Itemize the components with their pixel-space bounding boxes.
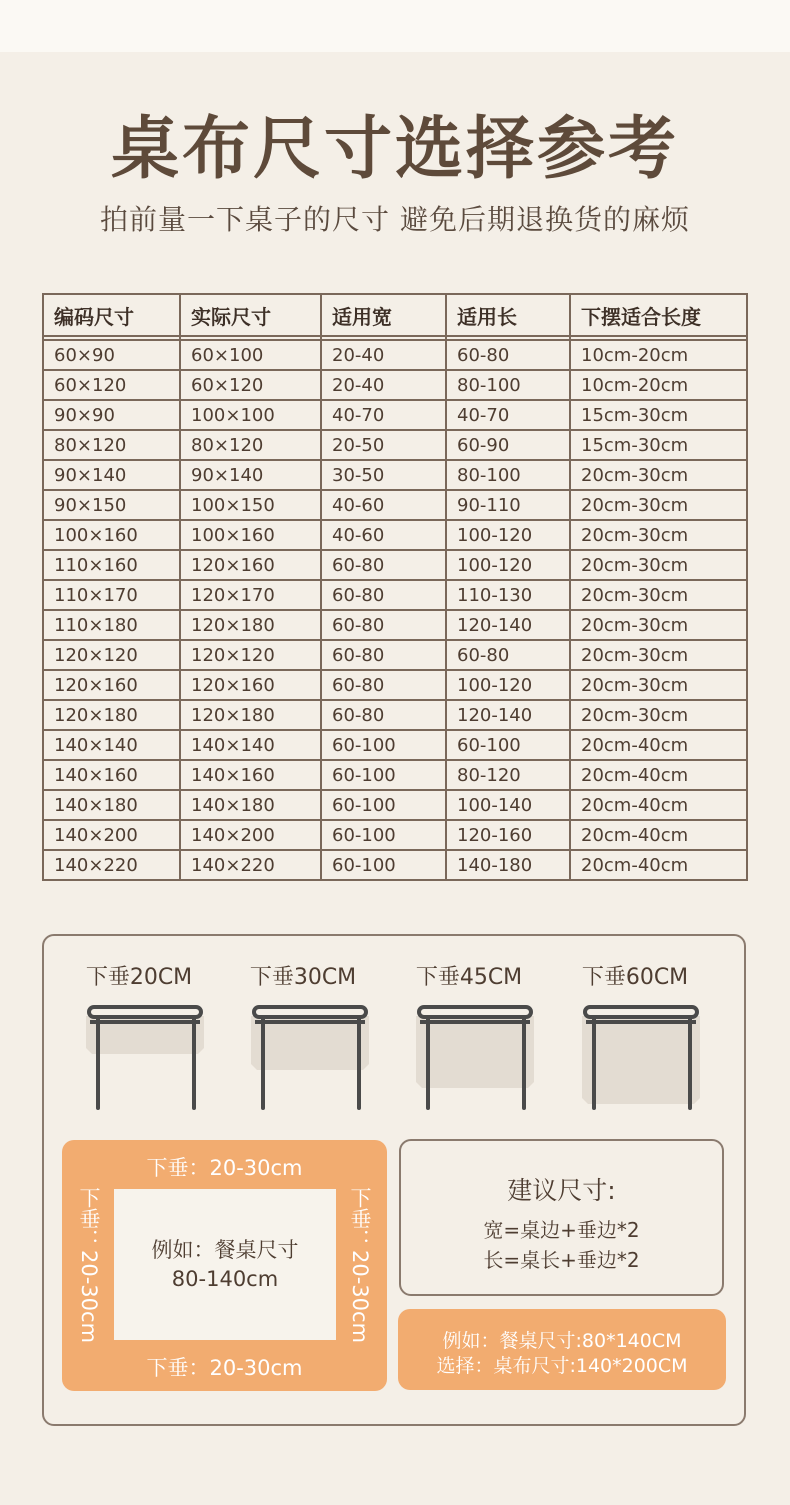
table-cell: 140×140 bbox=[180, 730, 321, 760]
table-cell: 20cm-30cm bbox=[570, 670, 747, 700]
header-fit-length: 适用长 bbox=[446, 294, 570, 336]
example-table-size bbox=[114, 1236, 336, 1294]
table-cell: 120×120 bbox=[180, 640, 321, 670]
advice-title: 建议尺寸: bbox=[507, 1176, 616, 1205]
table-cell: 60-100 bbox=[321, 790, 446, 820]
table-cell: 100-120 bbox=[446, 520, 570, 550]
table-row bbox=[43, 400, 747, 430]
header-drop-length: 下摆适合长度 bbox=[570, 294, 747, 336]
header-code-size: 编码尺寸 bbox=[43, 294, 180, 336]
table-cell: 140×160 bbox=[180, 760, 321, 790]
advice-length-formula: 长=桌长+垂边*2 bbox=[483, 1248, 640, 1272]
table-cell: 80×120 bbox=[43, 430, 180, 460]
table-cell: 140×160 bbox=[43, 760, 180, 790]
table-cell: 15cm-30cm bbox=[570, 400, 747, 430]
table-cell: 90×140 bbox=[180, 460, 321, 490]
table-cell: 20cm-30cm bbox=[570, 550, 747, 580]
example-line-1: 例如：餐桌尺寸 bbox=[151, 1238, 299, 1262]
size-table bbox=[42, 293, 748, 881]
drop-label-60: 下垂60CM bbox=[581, 965, 689, 990]
table-cell: 60-80 bbox=[321, 670, 446, 700]
table-cell: 20cm-40cm bbox=[570, 820, 747, 850]
table-cell: 40-70 bbox=[321, 400, 446, 430]
table-cell: 60×120 bbox=[180, 370, 321, 400]
table-cell: 110×170 bbox=[43, 580, 180, 610]
table-cell: 90×140 bbox=[43, 460, 180, 490]
table-cell: 60-100 bbox=[446, 730, 570, 760]
table-cell: 100×150 bbox=[180, 490, 321, 520]
table-cell: 20cm-30cm bbox=[570, 610, 747, 640]
table-cell: 120×180 bbox=[180, 700, 321, 730]
drop-right-label: 下垂：20-30cm bbox=[348, 1186, 372, 1344]
table-row bbox=[43, 370, 747, 400]
table-with-cloth-icon bbox=[80, 1002, 210, 1112]
table-cell: 20cm-40cm bbox=[570, 730, 747, 760]
table-cell: 60-80 bbox=[446, 640, 570, 670]
table-cell: 10cm-20cm bbox=[570, 370, 747, 400]
table-row bbox=[43, 640, 747, 670]
table-cell: 20cm-30cm bbox=[570, 520, 747, 550]
table-cell: 100-140 bbox=[446, 790, 570, 820]
table-with-cloth-icon bbox=[576, 1002, 706, 1112]
table-cell: 60-90 bbox=[446, 430, 570, 460]
table-cell: 60-80 bbox=[321, 580, 446, 610]
drop-label-20: 下垂20CM bbox=[85, 965, 193, 990]
table-cell: 120-160 bbox=[446, 820, 570, 850]
header-fit-width: 适用宽 bbox=[321, 294, 446, 336]
table-with-cloth-icon bbox=[410, 1002, 540, 1112]
table-cell: 140-180 bbox=[446, 850, 570, 880]
table-cell: 60-100 bbox=[321, 760, 446, 790]
page-subtitle: 拍前量一下桌子的尺寸 避免后期退换货的麻烦 bbox=[100, 203, 690, 236]
table-cell: 120×160 bbox=[180, 550, 321, 580]
table-cell: 60-80 bbox=[446, 340, 570, 370]
table-row bbox=[43, 490, 747, 520]
table-cell: 40-70 bbox=[446, 400, 570, 430]
table-cell: 20cm-40cm bbox=[570, 760, 747, 790]
table-cell: 60-80 bbox=[321, 610, 446, 640]
table-row bbox=[43, 580, 747, 610]
table-cell: 120×160 bbox=[180, 670, 321, 700]
table-cell: 40-60 bbox=[321, 490, 446, 520]
advice-width-formula: 宽=桌边+垂边*2 bbox=[483, 1218, 640, 1242]
table-cell: 30-50 bbox=[321, 460, 446, 490]
table-cell: 120-140 bbox=[446, 700, 570, 730]
table-cell: 60-80 bbox=[321, 640, 446, 670]
table-cell: 140×220 bbox=[180, 850, 321, 880]
table-cell: 20-40 bbox=[321, 340, 446, 370]
table-cell: 90×90 bbox=[43, 400, 180, 430]
table-cell: 140×200 bbox=[43, 820, 180, 850]
table-cell: 20-40 bbox=[321, 370, 446, 400]
table-body bbox=[43, 336, 747, 880]
table-row bbox=[43, 790, 747, 820]
drop-left-label: 下垂：20-30cm bbox=[77, 1186, 101, 1344]
example-dining-size: 例如：餐桌尺寸:80*140CM bbox=[442, 1330, 682, 1352]
table-cell: 40-60 bbox=[321, 520, 446, 550]
drop-top-label: 下垂：20-30cm bbox=[146, 1156, 303, 1180]
table-header-row bbox=[43, 294, 747, 336]
table-cell: 80-120 bbox=[446, 760, 570, 790]
table-cell: 60-100 bbox=[321, 820, 446, 850]
table-cell: 10cm-20cm bbox=[570, 340, 747, 370]
table-cell: 120×180 bbox=[43, 700, 180, 730]
table-cell: 20cm-40cm bbox=[570, 850, 747, 880]
table-cell: 20cm-30cm bbox=[570, 640, 747, 670]
example-cloth-choice: 选择：桌布尺寸:140*200CM bbox=[436, 1355, 688, 1377]
table-row bbox=[43, 760, 747, 790]
table-cell: 100×160 bbox=[180, 520, 321, 550]
table-cell: 140×200 bbox=[180, 820, 321, 850]
table-cell: 110×160 bbox=[43, 550, 180, 580]
table-row bbox=[43, 610, 747, 640]
table-cell: 60×100 bbox=[180, 340, 321, 370]
table-cell: 20-50 bbox=[321, 430, 446, 460]
table-cell: 60-100 bbox=[321, 730, 446, 760]
table-cell: 20cm-30cm bbox=[570, 700, 747, 730]
table-cell: 60×90 bbox=[43, 340, 180, 370]
table-cell: 100×100 bbox=[180, 400, 321, 430]
table-cell: 90×150 bbox=[43, 490, 180, 520]
table-cell: 120-140 bbox=[446, 610, 570, 640]
table-cell: 110×180 bbox=[43, 610, 180, 640]
table-cell: 20cm-30cm bbox=[570, 460, 747, 490]
drop-label-45: 下垂45CM bbox=[415, 965, 523, 990]
table-row bbox=[43, 340, 747, 370]
page-title: 桌布尺寸选择参考 bbox=[110, 110, 679, 189]
table-cell: 60-80 bbox=[321, 550, 446, 580]
table-row bbox=[43, 730, 747, 760]
table-row bbox=[43, 820, 747, 850]
drop-label-30: 下垂30CM bbox=[249, 965, 357, 990]
table-cell: 120×160 bbox=[43, 670, 180, 700]
table-row bbox=[43, 850, 747, 880]
table-row bbox=[43, 670, 747, 700]
table-cell: 80-100 bbox=[446, 460, 570, 490]
header-actual-size: 实际尺寸 bbox=[180, 294, 321, 336]
table-cell: 15cm-30cm bbox=[570, 430, 747, 460]
table-cell: 80-100 bbox=[446, 370, 570, 400]
table-cell: 20cm-30cm bbox=[570, 490, 747, 520]
example-line-2: 80-140cm bbox=[171, 1267, 279, 1291]
table-cell: 60×120 bbox=[43, 370, 180, 400]
table-cell: 100-120 bbox=[446, 550, 570, 580]
table-cell: 60-100 bbox=[321, 850, 446, 880]
table-cell: 140×220 bbox=[43, 850, 180, 880]
table-cell: 120×180 bbox=[180, 610, 321, 640]
table-row bbox=[43, 520, 747, 550]
table-row bbox=[43, 550, 747, 580]
table-row bbox=[43, 700, 747, 730]
table-cell: 140×180 bbox=[180, 790, 321, 820]
table-cell: 140×180 bbox=[43, 790, 180, 820]
table-cell: 20cm-40cm bbox=[570, 790, 747, 820]
table-cell: 110-130 bbox=[446, 580, 570, 610]
table-cell: 80×120 bbox=[180, 430, 321, 460]
drop-bottom-label: 下垂：20-30cm bbox=[146, 1356, 303, 1380]
table-cell: 60-80 bbox=[321, 700, 446, 730]
table-cell: 140×140 bbox=[43, 730, 180, 760]
top-band bbox=[0, 0, 790, 52]
table-cell: 100×160 bbox=[43, 520, 180, 550]
table-cell: 100-120 bbox=[446, 670, 570, 700]
table-cell: 120×120 bbox=[43, 640, 180, 670]
table-row bbox=[43, 460, 747, 490]
table-cell: 20cm-30cm bbox=[570, 580, 747, 610]
table-row bbox=[43, 430, 747, 460]
table-cell: 90-110 bbox=[446, 490, 570, 520]
table-with-cloth-icon bbox=[245, 1002, 375, 1112]
table-cell: 120×170 bbox=[180, 580, 321, 610]
